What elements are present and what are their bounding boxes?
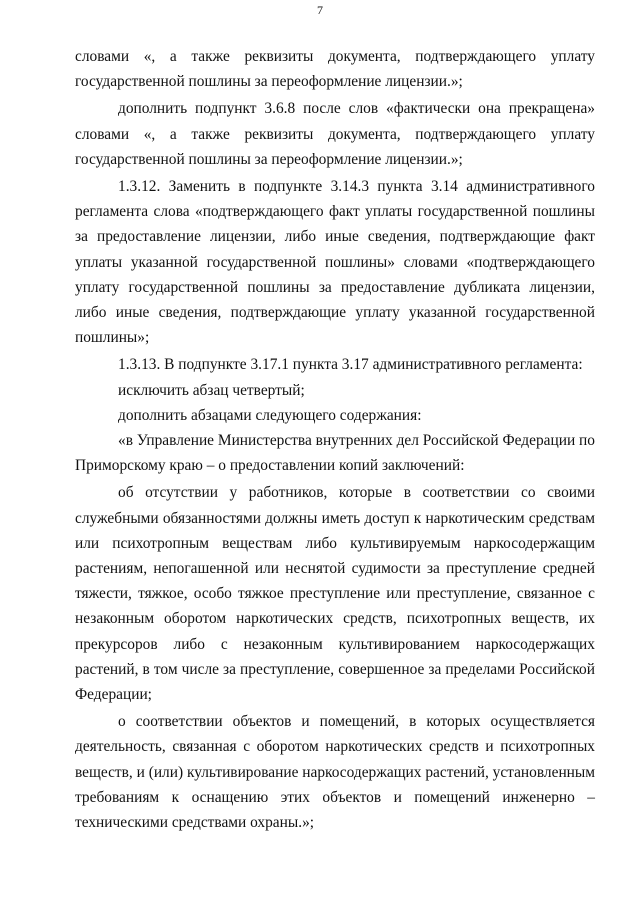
paragraph-2: дополнить подпункт 3.6.8 после слов «фактически она прекращена» словами «, а также реквизиты документа, подтверждающего уплату государственной пошлины за переоформление лицензии.»; [75, 100, 595, 168]
page-number: 7 [317, 3, 323, 17]
paragraph-4: 1.3.13. В подпункте 3.17.1 пункта 3.17 административного регламента: [118, 356, 583, 374]
paragraph-7: «в Управление Министерства внутренних дел Российской Федерации по Приморскому краю – о предоставлении копий заключений: [75, 432, 595, 475]
paragraph-3: 1.3.12. Заменить в подпункте 3.14.3 пункта 3.14 административного регламента слова «подтверждающего факт уплаты государственной пошлины за предоставление лицензии, либо иные сведения, подтверждающие факт уплаты указанной государственной пошлины» словами «подтверждающего уплату государственной пошлины за предоставление дубликата лицензии, либо иные сведения, подтверждающие уплату указанной государственной пошлины»; [75, 178, 595, 347]
paragraph-1: словами «, а также реквизиты документа, подтверждающего уплату государственной пошлины за переоформление лицензии.»; [75, 48, 595, 91]
paragraph-6: дополнить абзацами следующего содержания: [118, 406, 422, 424]
paragraph-8: об отсутствии у работников, которые в соответствии со своими служебными обязанностями должны иметь доступ к наркотическим средствам или психотропным веществам либо культивируемым наркосодержащим растениям, непогашенной или неснятой судимости за преступление средней тяжести, тяжкое, особо тяжкое преступление или преступление, связанное с незаконным оборотом наркотических средств, психотропных веществ, их прекурсоров либо с незаконным культивированием наркосодержащих растений, в том числе за преступление, совершенное за пределами Российской Федерации; [75, 484, 595, 704]
paragraph-5: исключить абзац четвертый; [118, 381, 305, 399]
paragraph-9: о соответствии объектов и помещений, в которых осуществляется деятельность, связанная с оборотом наркотических средств и психотропных веществ, и (или) культивирование наркосодержащих растений, установленным требованиям к оснащению этих объектов и помещений инженерно – техническими средствами охраны.»; [75, 713, 595, 832]
document-body [75, 44, 595, 835]
